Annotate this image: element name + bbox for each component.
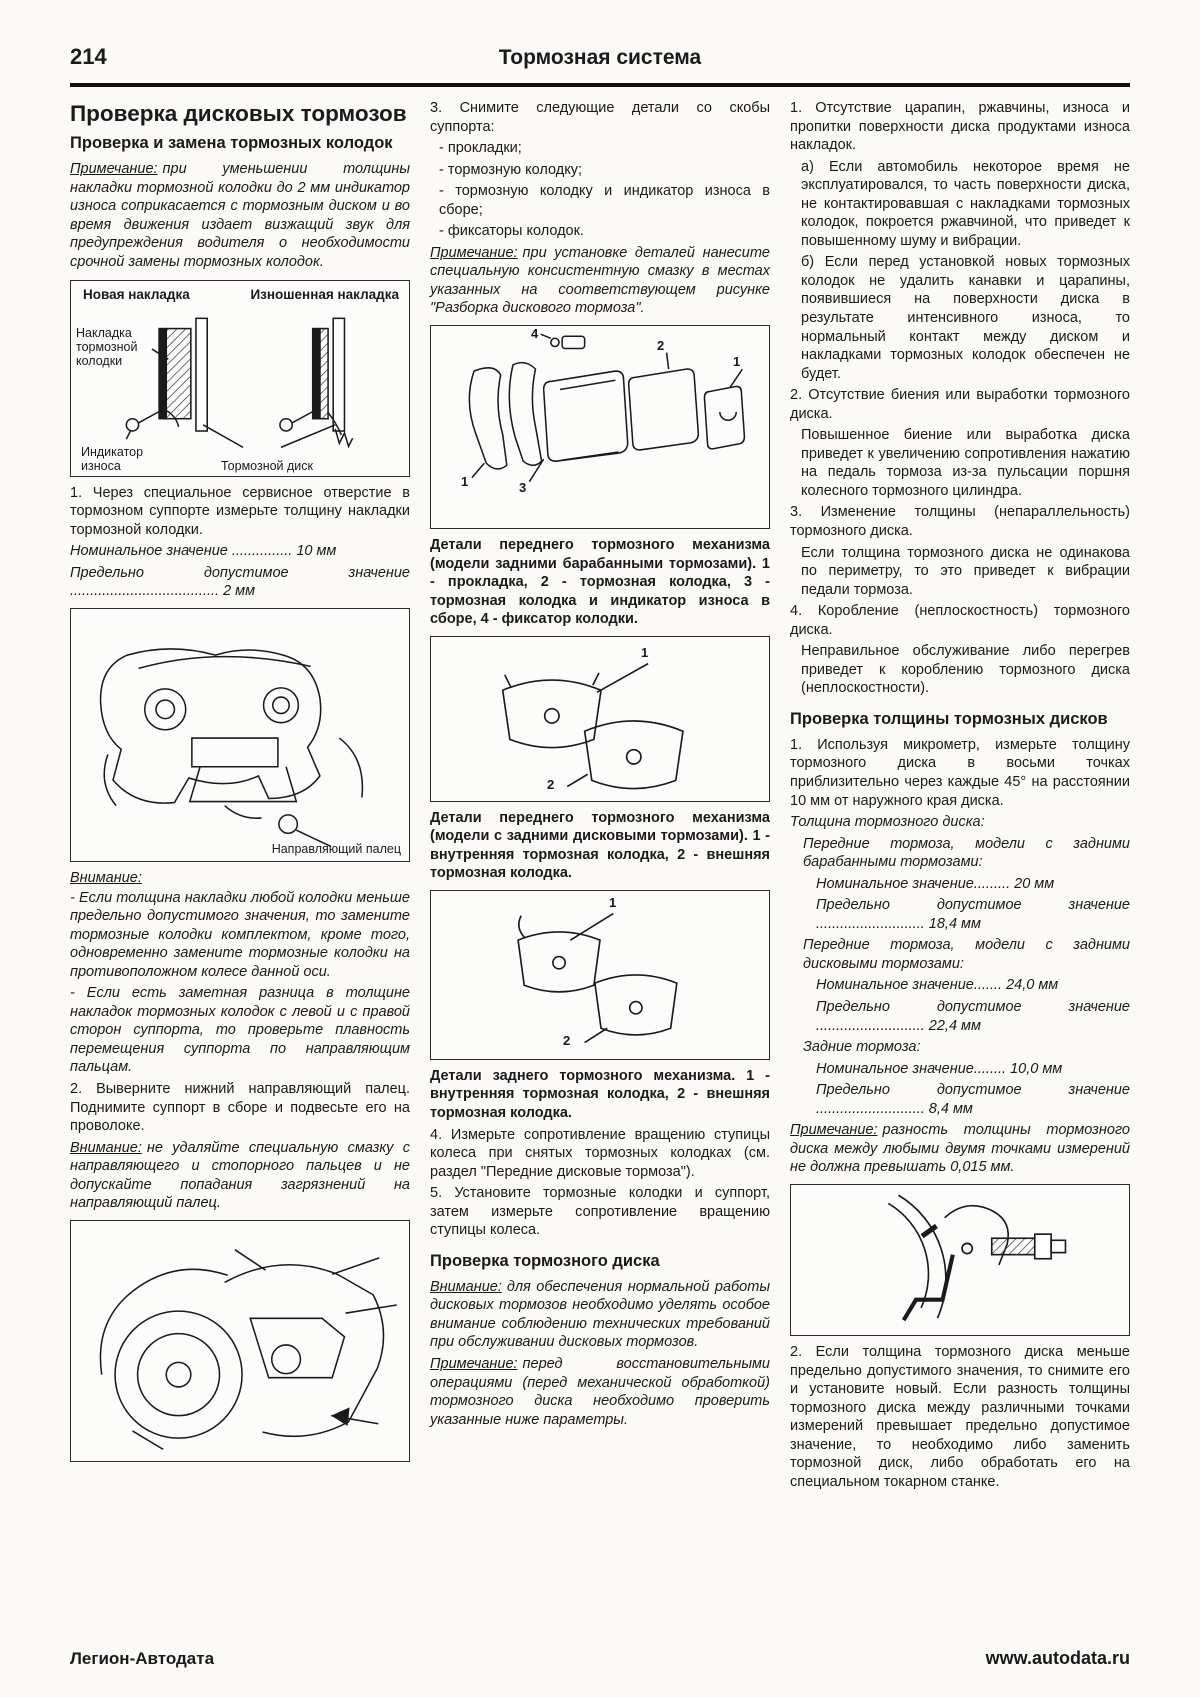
list-item: - тормозную колодку и индикатор износа в сборе; [439,183,770,218]
warning-grease-text: не удаляйте специальную смазку с направляющего и стопорного пальцев и не допускайте попадания загрязнений на направляющий палец. [70,1139,410,1212]
warning-disc-text: для обеспечения нормальной работы дисковых тормозов необходимо уделять особое внимание соблюдению технических требований при обслуживании дисковых тормозов. [430,1278,770,1351]
label-guide-pin: Направляющий палец [271,841,401,856]
hub-assembly-drawing [71,1221,409,1467]
figure-front-brake-drum-models [430,325,770,529]
list-item: - прокладки; [439,140,522,157]
part-number: 3 [519,480,527,496]
note-before-machining [430,1355,770,1429]
page-title: Тормозная система [498,46,702,69]
note-grease-install [430,244,770,318]
section-heading-disc-brake-check: Проверка дисковых тормозов [70,101,407,126]
note-grease-text: при установке деталей нанесите специальную консистентную смазку в местах указанных на соответствующем рисунке "Разборка дискового тормоза". [430,244,770,317]
part-number: 1 [641,644,649,660]
publisher-website: www.autodata.ru [985,1648,1130,1668]
warning-label: Внимание: [70,869,142,886]
figure-micrometer [790,1184,1130,1336]
spec-limit: Предельно допустимое значение ..................................... 2 мм [70,564,410,600]
list-item: - тормозную колодку; [439,161,583,178]
section-heading-disc-thickness: Проверка толщины тормозных дисков [790,709,1108,728]
page-number: 214 [70,44,107,69]
column-middle [430,99,770,1577]
check-item-4-text: Неправильное обслуживание либо перегрев приведет к короблению тормозного диска (неплоскостности). [801,643,1130,697]
column-right [790,99,1130,1577]
figure-front-drum-canvas [431,326,769,528]
figure-hub-canvas [71,1221,409,1461]
figure-pad-wear-canvas [71,304,409,476]
note-label: Примечание: [430,244,518,261]
part-number: 4 [531,326,539,342]
part-number: 1 [609,894,617,910]
figure-front-disc-canvas [431,637,769,801]
note-machining-text: перед восстановительными операциями (перед механической обработкой) тормозного диска необходимо проверить указанные ниже параметры. [430,1356,770,1428]
check-item-2-text: Повышенное биение или выработка диска приведет к увеличению сопротивления нажатию на педаль тормоза из-за пульсации поршня колесного тормозного цилиндра. [801,427,1130,499]
step-3: 3. Снимите следующие детали со скобы суппорта: [430,100,770,135]
part-number: 2 [547,776,555,792]
spec-nominal: Номинальное значение........ 10,0 мм [816,1060,1063,1077]
note-label: Примечание: [70,161,158,178]
label-worn-pad: Изношенная накладка [250,287,399,303]
warning-disc-service [430,1278,770,1352]
part-number: 2 [657,338,665,354]
label-pad-material: Накладка тормозной колодки [76,325,138,368]
caption-front-brake-drum-models: Детали переднего тормозного механизма (модели задними барабанными тормозами). 1 - прокладка, 2 - тормозная колодка, 3 - тормозная колодка и индикатор износа в сборе, 4 - фиксатор колодки. [430,537,770,628]
figure-pad-wear-header [71,281,409,303]
front-pads-drawing [431,637,769,805]
caption-front-brake-disc-models: Детали переднего тормозного механизма (модели с задними дисковыми тормозами). 1 - внутренняя тормозная колодка, 2 - внешняя тормозная колодка. [430,809,770,882]
figure-caliper-canvas [71,609,409,861]
spec-nominal: Номинальное значение....... 24,0 мм [816,977,1059,994]
spec-nominal: Номинальное значение......... 20 мм [816,875,1055,892]
content-columns [70,99,1130,1577]
publisher-name: Легион-Автодата [70,1649,215,1668]
note-pad-wear [70,160,410,271]
list-item: - фиксаторы колодок. [439,223,584,240]
step-2: 2. Выверните нижний направляющий палец. Поднимите суппорт в сборе и подвесьте его на проволоке. [70,1081,410,1135]
warning-label-2: Внимание: [70,1139,142,1156]
step-1: 1. Через специальное сервисное отверстие в тормозном суппорте измерьте толщину накладки тормозной колодки. [70,484,410,538]
check-item-1b: б) Если перед установкой новых тормозных колодок не удалить канавки и царапины, появившиеся на поверхности диска в результате интенсивного износа, то нормальный контакт между диском и накладками тормозных колодок обеспечен не будет. [801,254,1130,382]
note-label: Примечание: [430,1356,518,1373]
check-item-4: 4. Коробление (неплоскостность) тормозного диска. [790,603,1130,638]
note-label: Примечание: [790,1122,878,1139]
column-left [70,99,410,1577]
rear-pads-drawing [431,891,769,1063]
figure-micrometer-canvas [791,1185,1129,1335]
label-wear-indicator: Индикатор износа [81,444,144,473]
label-new-pad: Новая накладка [83,287,190,303]
step-5: 5. Установите тормозные колодки и суппорт, затем измерьте сопротивление вращению ступицы колеса. [430,1185,770,1239]
section-heading-disc-check: Проверка тормозного диска [430,1251,660,1270]
spec-limit: Предельно допустимое значение ........................... 22,4 мм [816,999,1130,1034]
note-variation-text: разность толщины тормозного диска между любыми двумя точками измерений не должна превышать 0,015 мм. [790,1122,1130,1176]
page-header [70,44,1130,87]
check-item-1a: а) Если автомобиль некоторое время не эксплуатировался, то часть поверхности диска, не контактировавшая с накладками тормозных колодок, покроется ржавчиной, что приведет к повышенному шуму и вибрации. [801,158,1130,249]
note-text: при уменьшении толщины накладки тормозной колодки до 2 мм индикатор износа соприкасается с тормозным диском и во время движения издает визжащий звук для предупреждения водителя о необходимости срочной замены тормозных колодок. [70,161,410,270]
warning-heading [70,869,410,888]
part-number: 1 [461,474,469,490]
spec-nominal: Номинальное значение ............... 10 мм [70,543,337,560]
front-brake-exploded-drawing [431,326,769,533]
spec-limit: Предельно допустимое значение ........................... 18,4 мм [816,897,1130,932]
figure-caliper-guide-pin [70,608,410,862]
figure-rear-brake [430,890,770,1060]
warning-item-2: - Если есть заметная разница в толщине накладок тормозных колодок с левой и с правой сторон суппорта, то проверьте плавность перемещения суппорта по направляющим пальцам. [70,985,410,1076]
subsection-heading-pad-check: Проверка и замена тормозных колодок [70,134,393,153]
figure-front-brake-disc-models [430,636,770,802]
micrometer-drawing [791,1185,1129,1339]
spec-title: Толщина тормозного диска: [790,814,985,831]
figure-hub-assembly [70,1220,410,1462]
spec-group-front-drum: Передние тормоза, модели с задними барабанными тормозами: [803,835,1130,871]
warning-grease [70,1139,410,1213]
warning-label: Внимание: [430,1278,502,1295]
step-4: 4. Измерьте сопротивление вращению ступицы колеса при снятых тормозных колодках (см. раздел "Передние дисковые тормоза"). [430,1126,770,1180]
check-item-2: 2. Отсутствие биения или выработки тормозного диска. [790,387,1130,422]
spec-group-rear: Задние тормоза: [803,1039,921,1056]
part-number: 2 [563,1032,571,1048]
part-number: 1 [733,354,741,370]
label-brake-disc: Тормозной диск [221,458,314,473]
thickness-step-2: 2. Если толщина тормозного диска меньше предельно допустимого значения, то снимите его и установите новый. Если разность толщины тормозного диска между различными точками измерений превышает предельно допустимое значение, то необходимо либо заменить тормозной диск, либо обработать его на специальном токарном станке. [790,1343,1130,1490]
note-thickness-variation [790,1121,1130,1177]
caliper-drawing [71,609,409,867]
figure-rear-canvas [431,891,769,1059]
caption-rear-brake: Детали заднего тормозного механизма. 1 - внутренняя тормозная колодка, 2 - внешняя тормозная колодка. [430,1067,770,1122]
spec-group-front-disc: Передние тормоза, модели с задними дисковыми тормозами: [803,937,1130,972]
check-item-1: 1. Отсутствие царапин, ржавчины, износа и пропитки поверхности диска продуктами износа накладок. [790,100,1130,154]
warning-item-1: - Если толщина накладки любой колодки меньше предельно допустимого значения, то замените тормозные колодки комплектом, кроме того, одновременно замените тормозные колодки на противоположном колесе данной оси. [70,889,410,980]
check-item-3: 3. Изменение толщины (непараллельность) тормозного диска. [790,504,1130,540]
page-footer [70,1648,1130,1669]
thickness-step-1: 1. Используя микрометр, измерьте толщину тормозного диска в восьми точках приблизительно через каждые 45° на расстоянии 10 мм от наружного края диска. [790,736,1130,809]
figure-pad-wear [70,280,410,476]
check-item-3-text: Если толщина тормозного диска не одинакова по периметру, то это приведет к вибрации педали тормоза. [801,544,1130,598]
spec-limit: Предельно допустимое значение ........................... 8,4 мм [816,1082,1130,1117]
